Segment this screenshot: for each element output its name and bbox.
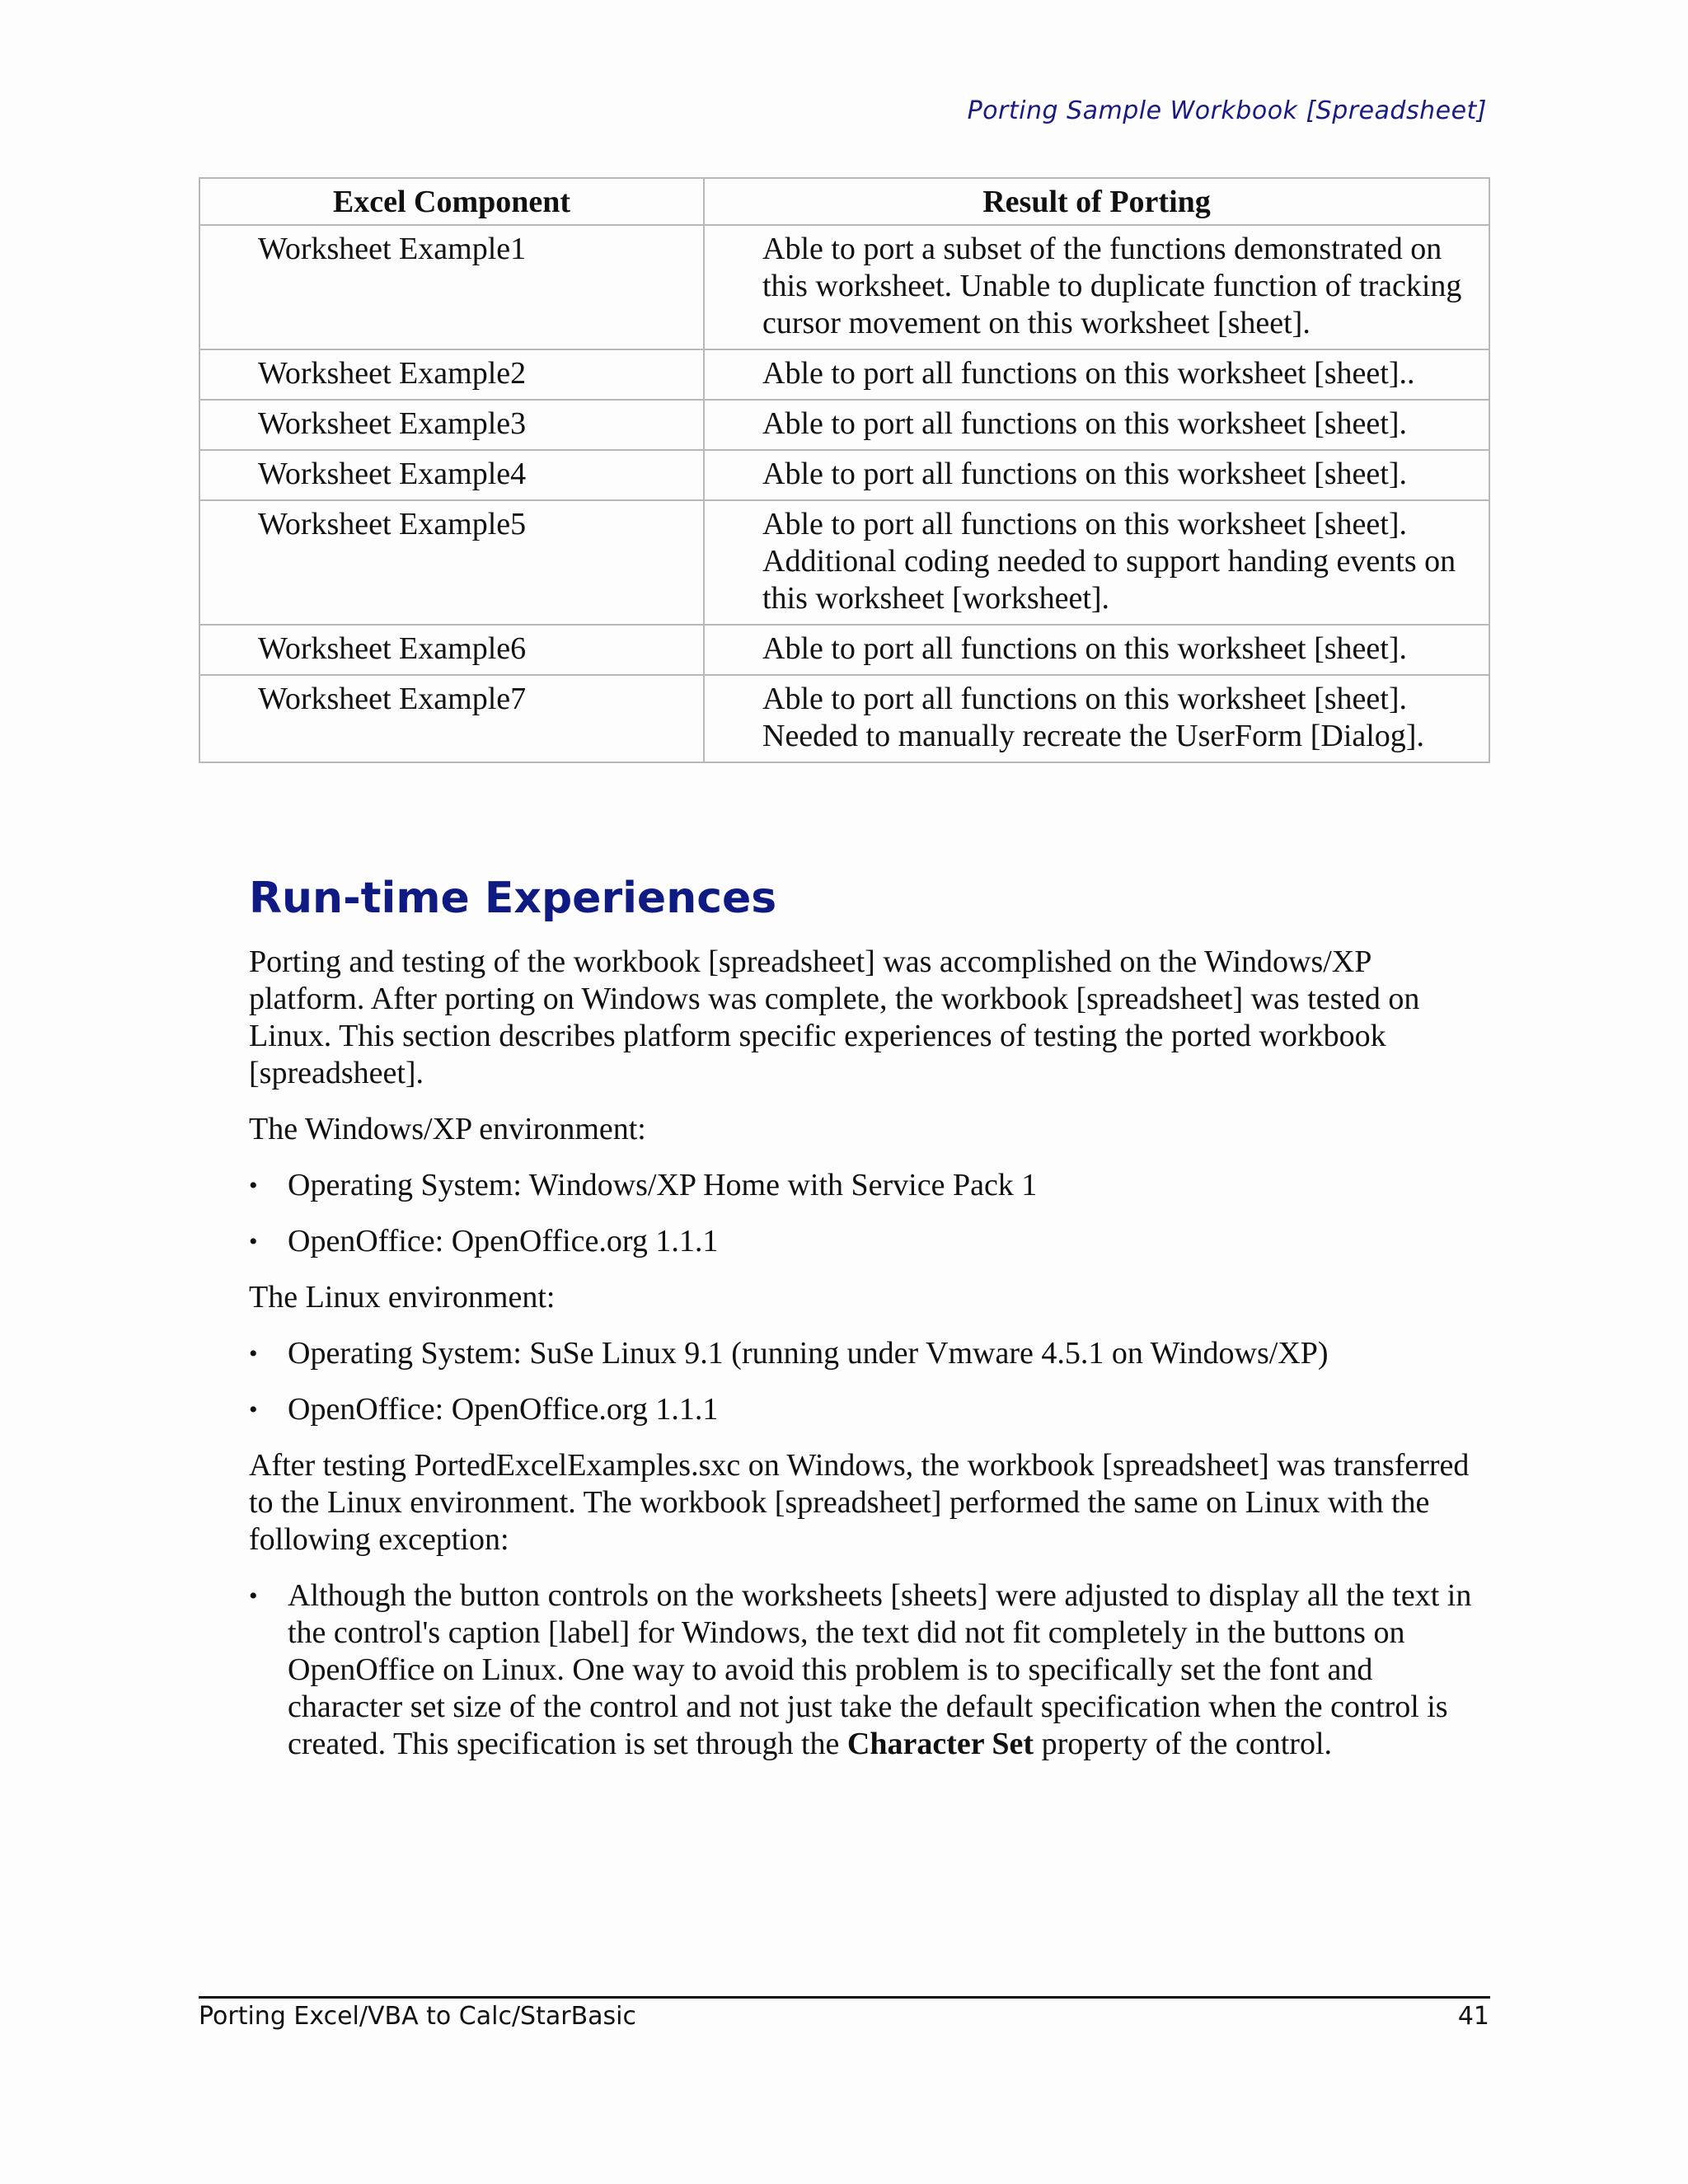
table-row: [199, 349, 1489, 400]
list-item: [249, 1167, 1485, 1204]
result-cell: Able to port all functions on this worksheet [sheet]. Needed to manually recreate the UserForm [Dialog].: [704, 675, 1489, 762]
component-cell: Worksheet Example2: [199, 349, 704, 400]
linux-environment-label: The Linux environment:: [249, 1280, 556, 1315]
bullet-icon: •: [249, 1228, 258, 1255]
result-cell: Able to port all functions on this worksheet [sheet].: [704, 450, 1489, 500]
component-cell: Worksheet Example1: [199, 225, 704, 349]
result-cell: Able to port all functions on this worksheet [sheet].: [704, 625, 1489, 675]
table-row: [199, 675, 1489, 762]
table-row: [199, 450, 1489, 500]
footer-divider: [199, 1996, 1490, 1999]
result-cell: Able to port a subset of the functions demonstrated on this worksheet. Unable to duplicate function of tracking cursor movement on this worksheet [sheet].: [704, 225, 1489, 349]
bullet-icon: •: [249, 1396, 258, 1423]
after-testing-paragraph: After testing PortedExcelExamples.sxc on Windows, the workbook [spreadsheet] was transferred to the Linux environment. The workbook [spreadsheet] performed the same on Linux with the following exception:: [249, 1448, 1470, 1557]
character-set-term: Character Set: [846, 1727, 1034, 1761]
component-cell: Worksheet Example4: [199, 450, 704, 500]
list-item: [249, 1391, 1485, 1428]
table-row: [199, 500, 1489, 625]
list-item-text: OpenOffice: OpenOffice.org 1.1.1: [288, 1392, 719, 1427]
table-row: [199, 625, 1489, 675]
page-number: 41: [1457, 2002, 1489, 2031]
section-heading: Run-time Experiences: [249, 874, 777, 923]
bullet-icon: •: [249, 1340, 258, 1367]
list-item: [249, 1577, 1485, 1763]
list-item: [249, 1223, 1485, 1260]
intro-paragraph: Porting and testing of the workbook [spreadsheet] was accomplished on the Windows/XP platform. After porting on Windows was complete, the workbook [spreadsheet] was tested on Linux. This section describes platform specific experiences of testing the ported workbook [spreadsheet].: [249, 944, 1420, 1090]
running-header: Porting Sample Workbook [Spreadsheet]: [967, 96, 1487, 125]
section-body: [249, 944, 1485, 1782]
list-item-text: OpenOffice: OpenOffice.org 1.1.1: [288, 1224, 719, 1258]
table-row: [199, 225, 1489, 349]
bullet-icon: •: [249, 1172, 258, 1199]
table-header-row: [199, 178, 1489, 225]
column-header-result: Result of Porting: [704, 178, 1489, 225]
component-cell: Worksheet Example6: [199, 625, 704, 675]
result-cell: Able to port all functions on this worksheet [sheet].: [704, 400, 1489, 450]
list-item-text: Operating System: SuSe Linux 9.1 (running under Vmware 4.5.1 on Windows/XP): [288, 1336, 1329, 1371]
column-header-component: Excel Component: [199, 178, 704, 225]
porting-results-table: [199, 177, 1490, 763]
exception-text-end: property of the control.: [1034, 1727, 1333, 1761]
list-item: [249, 1335, 1485, 1372]
result-cell: Able to port all functions on this worksheet [sheet]..: [704, 349, 1489, 400]
exception-text-start: Although the button controls on the worksheets [sheets] were adjusted to display all the text in the control's caption [label] for Windows, the text did not fit completely in the buttons on OpenOffice on Linux. One way to avoid this problem is to specifically set the font and character set size of the control and not just take the default specification when the control is created. This specification is set through the: [288, 1578, 1472, 1761]
table-row: [199, 400, 1489, 450]
component-cell: Worksheet Example7: [199, 675, 704, 762]
list-item-text: Operating System: Windows/XP Home with Service Pack 1: [288, 1168, 1038, 1202]
windows-environment-label: The Windows/XP environment:: [249, 1112, 646, 1146]
component-cell: Worksheet Example3: [199, 400, 704, 450]
exception-text: [288, 1577, 1485, 1763]
footer-title: Porting Excel/VBA to Calc/StarBasic: [199, 2002, 637, 2031]
result-cell: Able to port all functions on this worksheet [sheet]. Additional coding needed to support handing events on this worksheet [worksheet].: [704, 500, 1489, 625]
component-cell: Worksheet Example5: [199, 500, 704, 625]
bullet-icon: •: [249, 1582, 258, 1610]
